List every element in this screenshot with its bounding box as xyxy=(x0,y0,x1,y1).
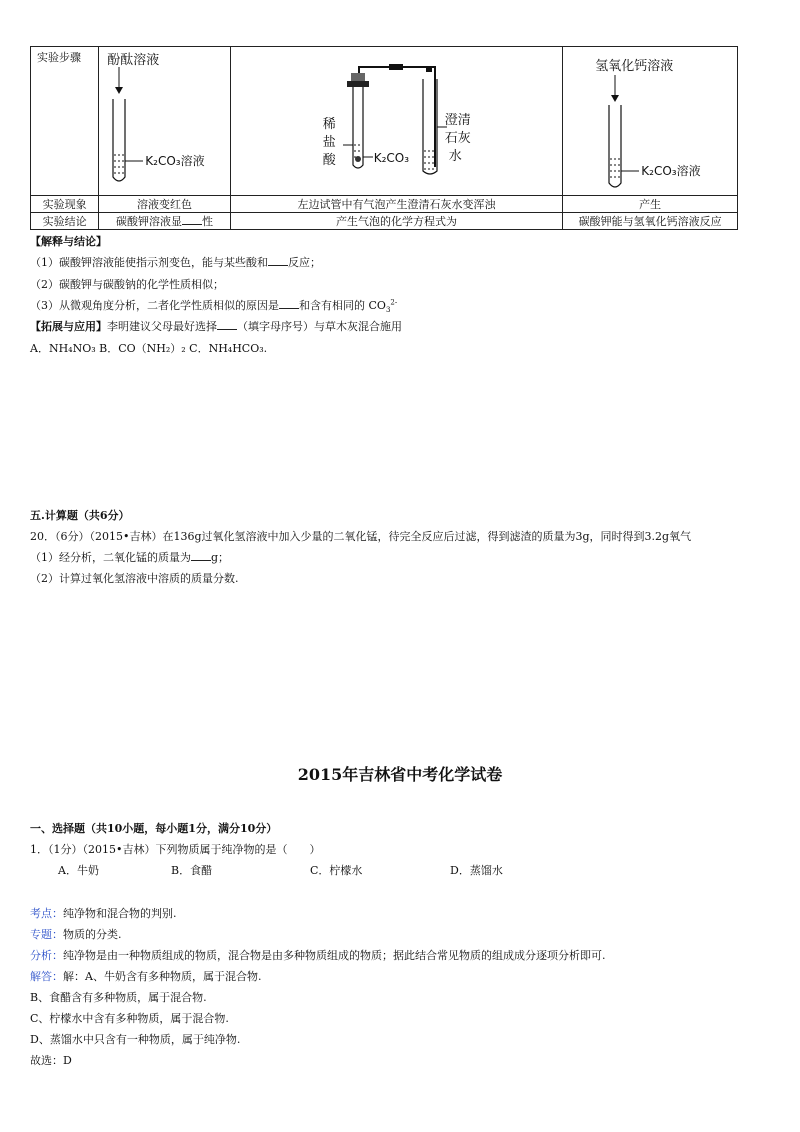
conclusion-1 xyxy=(99,213,230,230)
answer-blank[interactable] xyxy=(217,320,237,330)
fig2-mid-label: K₂CO₃ xyxy=(373,151,410,165)
answer-blank[interactable] xyxy=(268,256,288,266)
fx-label: 分析： xyxy=(30,949,63,962)
calc-q1-suffix: g； xyxy=(211,551,230,564)
extend-options: A．NH₄NO₃ B．CO（NH₂）₂ C．NH₄HCO₃. xyxy=(30,342,268,355)
figure-gas-apparatus xyxy=(230,47,563,196)
figure-calcium-hydroxide xyxy=(563,47,738,196)
calc-q2: （2）计算过氧化氢溶液中溶质的质量分数. xyxy=(30,572,239,585)
conclusion-2: 产生气泡的化学方程式为 xyxy=(230,213,563,230)
section1-q1: 1．（1分）（2015•吉林）下列物质属于纯净物的是（ ） xyxy=(30,843,321,856)
zt-text: 物质的分类. xyxy=(63,928,122,941)
calc-heading: 五.计算题（共6分） xyxy=(30,509,130,522)
analysis-zt xyxy=(30,926,122,942)
explain-q2: （2）碳酸钾与碳酸钠的化学性质相似； xyxy=(30,278,224,291)
option-d: D．蒸馏水 xyxy=(450,864,503,877)
section1-heading: 一、选择题（共10小题，每小题1分，满分10分） xyxy=(30,822,278,835)
explain-q1 xyxy=(30,254,321,270)
phenomena-3: 产生 xyxy=(563,196,738,213)
page-title: 2015年吉林省中考化学试卷 xyxy=(297,765,503,784)
option-b: B．食醋 xyxy=(171,864,213,877)
extend-heading: 【拓展与应用】 xyxy=(30,320,107,333)
fig3-top-label: 氢氧化钙溶液 xyxy=(595,59,674,74)
fig2-left-label-2: 盐 xyxy=(322,135,336,150)
phenomena-2: 左边试管中有气泡产生澄清石灰水变浑浊 xyxy=(230,196,563,213)
analysis-jd xyxy=(30,968,261,984)
kd-text: 纯净物和混合物的判别. xyxy=(63,907,177,920)
jd-text: 解：A、牛奶含有多种物质，属于混合物. xyxy=(63,970,262,983)
extend-text-b: （填字母序号）与草木灰混合施用 xyxy=(237,320,402,333)
gas-apparatus xyxy=(231,47,567,195)
analysis-line-c: C、柠檬水中含有多种物质，属于混合物. xyxy=(30,1012,229,1025)
fig1-top-label: 酚酞溶液 xyxy=(107,53,160,68)
jd-label: 解答： xyxy=(30,970,63,983)
option-c: C．柠檬水 xyxy=(310,864,363,877)
answer-blank[interactable] xyxy=(279,299,299,309)
explain-q1-suffix: 反应； xyxy=(288,256,321,269)
extend-line xyxy=(30,318,402,334)
fig2-right-label-3: 水 xyxy=(448,149,462,164)
explain-q1-text: （1）碳酸钾溶液能使指示剂变色，能与某些酸和 xyxy=(30,256,268,269)
explain-heading: 【解释与结论】 xyxy=(30,235,107,248)
figure-phenolphthalein xyxy=(99,47,230,196)
extend-text: 李明建议父母最好选择 xyxy=(107,320,217,333)
fig2-left-label-1: 稀 xyxy=(322,117,336,132)
analysis-fx xyxy=(30,947,606,963)
row-phenomena-label: 实验现象 xyxy=(31,196,99,213)
row-steps-label: 实验步骤 xyxy=(31,47,99,196)
phenomena-1: 溶液变红色 xyxy=(99,196,230,213)
fig2-right-label-1: 澄清 xyxy=(444,113,471,128)
conclusion-1-suffix: 性 xyxy=(202,215,214,228)
explain-q3 xyxy=(30,297,397,314)
fig2-left-label-3: 酸 xyxy=(322,153,336,168)
analysis-line-d: D、蒸馏水中只含有一种物质，属于纯净物. xyxy=(30,1033,241,1046)
option-a: A．牛奶 xyxy=(58,864,99,877)
analysis-kd xyxy=(30,905,177,921)
row-conclusion-label: 实验结论 xyxy=(31,213,99,230)
answer-blank[interactable] xyxy=(191,551,211,561)
conclusion-3: 碳酸钾能与氢氧化钙溶液反应 xyxy=(563,213,738,230)
kd-label: 考点： xyxy=(30,907,63,920)
fig2-right-label-2: 石灰 xyxy=(444,131,471,146)
conclusion-1-text: 碳酸钾溶液显 xyxy=(116,215,183,228)
fx-text: 纯净物是由一种物质组成的物质，混合物是由多种物质组成的物质；据此结合常见物质的组成成分逐项分析即可. xyxy=(63,949,606,962)
calc-q1 xyxy=(30,549,229,565)
co3-subscript: 3 xyxy=(385,306,391,315)
calc-q1-text: （1）经分析，二氧化锰的质量为 xyxy=(30,551,191,564)
analysis-line-b: B、食醋含有多种物质，属于混合物. xyxy=(30,991,207,1004)
calc-q20: 20．（6分）（2015•吉林）在136g过氧化氢溶液中加入少量的二氧化锰，待完全反应后过滤，得到滤渣的质量为3g，同时得到3.2g氧气 xyxy=(30,530,692,543)
analysis-answer: 故选：D xyxy=(30,1054,72,1067)
fig3-tube-label: K₂CO₃溶液 xyxy=(641,164,701,178)
experiment-table xyxy=(30,46,738,230)
fig1-tube-label: K₂CO₃溶液 xyxy=(145,154,205,168)
test-tube-1 xyxy=(99,47,231,195)
co3-superscript: 2- xyxy=(390,298,398,307)
explain-q3-text: （3）从微观角度分析，二者化学性质相似的原因是 xyxy=(30,299,279,312)
answer-blank[interactable] xyxy=(182,215,202,225)
zt-label: 专题： xyxy=(30,928,63,941)
explain-q3-text-b: 和含有相同的 CO xyxy=(299,299,386,312)
